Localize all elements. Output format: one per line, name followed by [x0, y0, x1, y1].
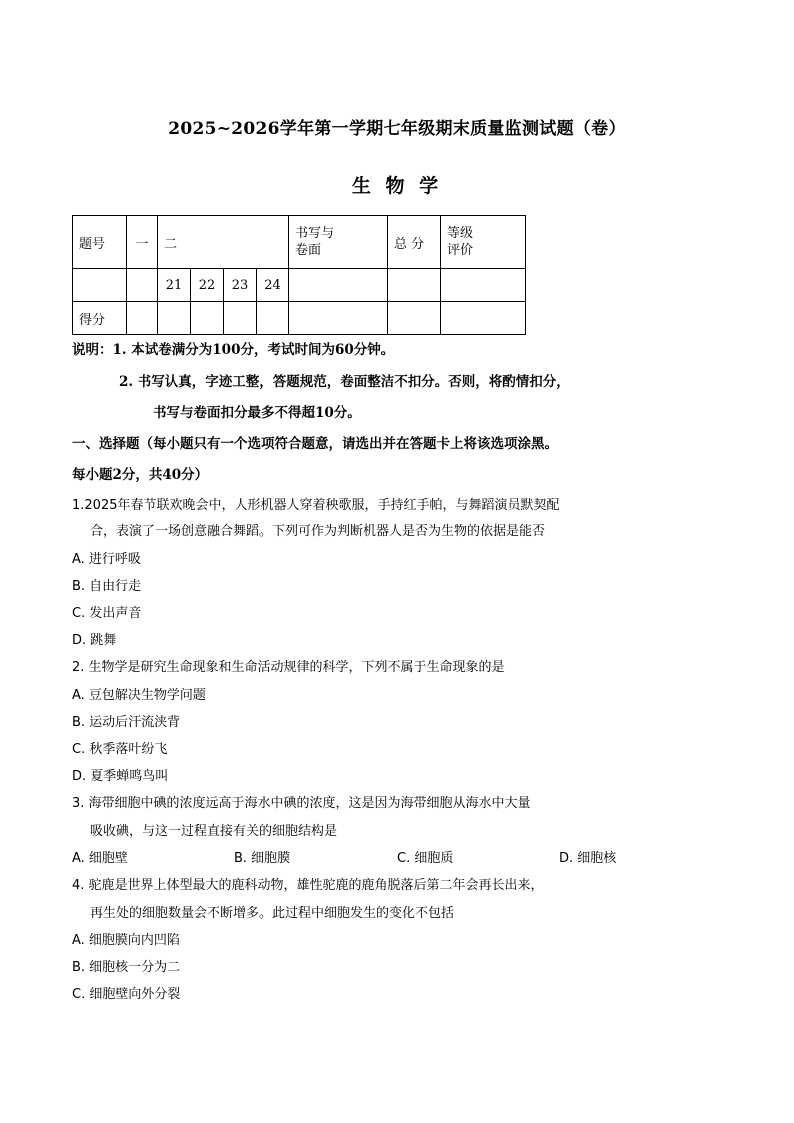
question-2-option-c: C. 秋季落叶纷飞 [72, 742, 168, 757]
question-4-option-b: B. 细胞核一分为二 [72, 960, 181, 975]
question-2-option-d: D. 夏季蝉鸣鸟叫 [72, 769, 169, 784]
question-1-option-b: B. 自由行走 [72, 579, 142, 594]
cell-sub-22: 22 [191, 269, 224, 302]
score-table-score-row [73, 302, 526, 335]
cell-empty [441, 269, 526, 302]
cell-empty [257, 302, 289, 335]
score-table-sub-row [73, 269, 526, 302]
question-1-stem-line-1: 1.2025年春节联欢晚会中，人形机器人穿着秧歌服，手持红手帕，与舞蹈演员默契配 [72, 498, 560, 513]
question-1-option-a: A. 进行呼吸 [72, 552, 141, 567]
question-1-stem-line-2: 合，表演了一场创意融合舞蹈。下列可作为判断机器人是否为生物的依据是能否 [90, 524, 546, 539]
section-heading-line-1: 一、选择题（每小题只有一个选项符合题意，请选出并在答题卡上将该选项涂黑。 [72, 436, 558, 452]
cell-writing [289, 216, 388, 269]
cell-empty [127, 302, 158, 335]
question-1-option-d: D. 跳舞 [72, 633, 117, 648]
question-3-stem-line-2: 吸收碘，与这一过程直接有关的细胞结构是 [90, 824, 338, 839]
cell-tihao: 题号 [73, 216, 127, 269]
cell-empty [158, 302, 191, 335]
cell-empty [73, 269, 127, 302]
question-2-option-a: A. 豆包解决生物学问题 [72, 688, 206, 703]
cell-writing-line1: 书写与 [295, 226, 335, 241]
score-table [72, 215, 526, 335]
cell-writing-line2: 卷面 [295, 243, 322, 258]
question-3-option-d: D. 细胞核 [559, 851, 617, 866]
instruction-line-3: 书写与卷面扣分最多不得超10分。 [153, 405, 361, 421]
cell-sub-21: 21 [158, 269, 191, 302]
question-3-option-b: B. 细胞膜 [234, 851, 291, 866]
cell-score-label: 得分 [73, 302, 127, 335]
cell-section-two: 二 [158, 216, 289, 269]
question-4-stem-line-2: 再生处的细胞数量会不断增多。此过程中细胞发生的变化不包括 [90, 906, 455, 921]
cell-empty [224, 302, 257, 335]
cell-empty [289, 302, 388, 335]
cell-empty [127, 269, 158, 302]
cell-empty [289, 269, 388, 302]
instruction-line-2: 2. 书写认真，字迹工整，答题规范，卷面整洁不扣分。否则，将酌情扣分， [119, 374, 570, 390]
cell-empty [191, 302, 224, 335]
exam-title: 2025~2026学年第一学期七年级期末质量监测试题（卷） [168, 119, 626, 139]
question-2-stem: 2. 生物学是研究生命现象和生命活动规律的科学，下列不属于生命现象的是 [72, 660, 505, 675]
cell-total: 总 分 [388, 216, 441, 269]
subject-title: 生 物 学 [351, 175, 443, 197]
question-3-stem-line-1: 3. 海带细胞中碘的浓度远高于海水中碘的浓度，这是因为海带细胞从海水中大量 [72, 796, 531, 811]
question-4-stem-line-1: 4. 驼鹿是世界上体型最大的鹿科动物，雄性驼鹿的鹿角脱落后第二年会再长出来， [72, 878, 544, 893]
cell-sub-24: 24 [257, 269, 289, 302]
cell-empty [388, 269, 441, 302]
question-4-option-c: C. 细胞壁向外分裂 [72, 987, 181, 1002]
cell-section-one: 一 [127, 216, 158, 269]
cell-grade [441, 216, 526, 269]
question-3-option-a: A. 细胞壁 [72, 851, 128, 866]
cell-empty [388, 302, 441, 335]
score-table-header-row [73, 216, 526, 269]
instruction-line-1: 说明：1. 本试卷满分为100分，考试时间为60分钟。 [72, 342, 395, 358]
question-4-option-a: A. 细胞膜向内凹陷 [72, 933, 180, 948]
cell-grade-line1: 等级 [447, 226, 474, 241]
section-heading-line-2: 每小题2分，共40分） [72, 467, 209, 483]
cell-empty [441, 302, 526, 335]
question-2-option-b: B. 运动后汗流浃背 [72, 715, 181, 730]
question-3-option-c: C. 细胞质 [397, 851, 454, 866]
question-1-option-c: C. 发出声音 [72, 606, 142, 621]
cell-sub-23: 23 [224, 269, 257, 302]
cell-grade-line2: 评价 [447, 243, 474, 258]
